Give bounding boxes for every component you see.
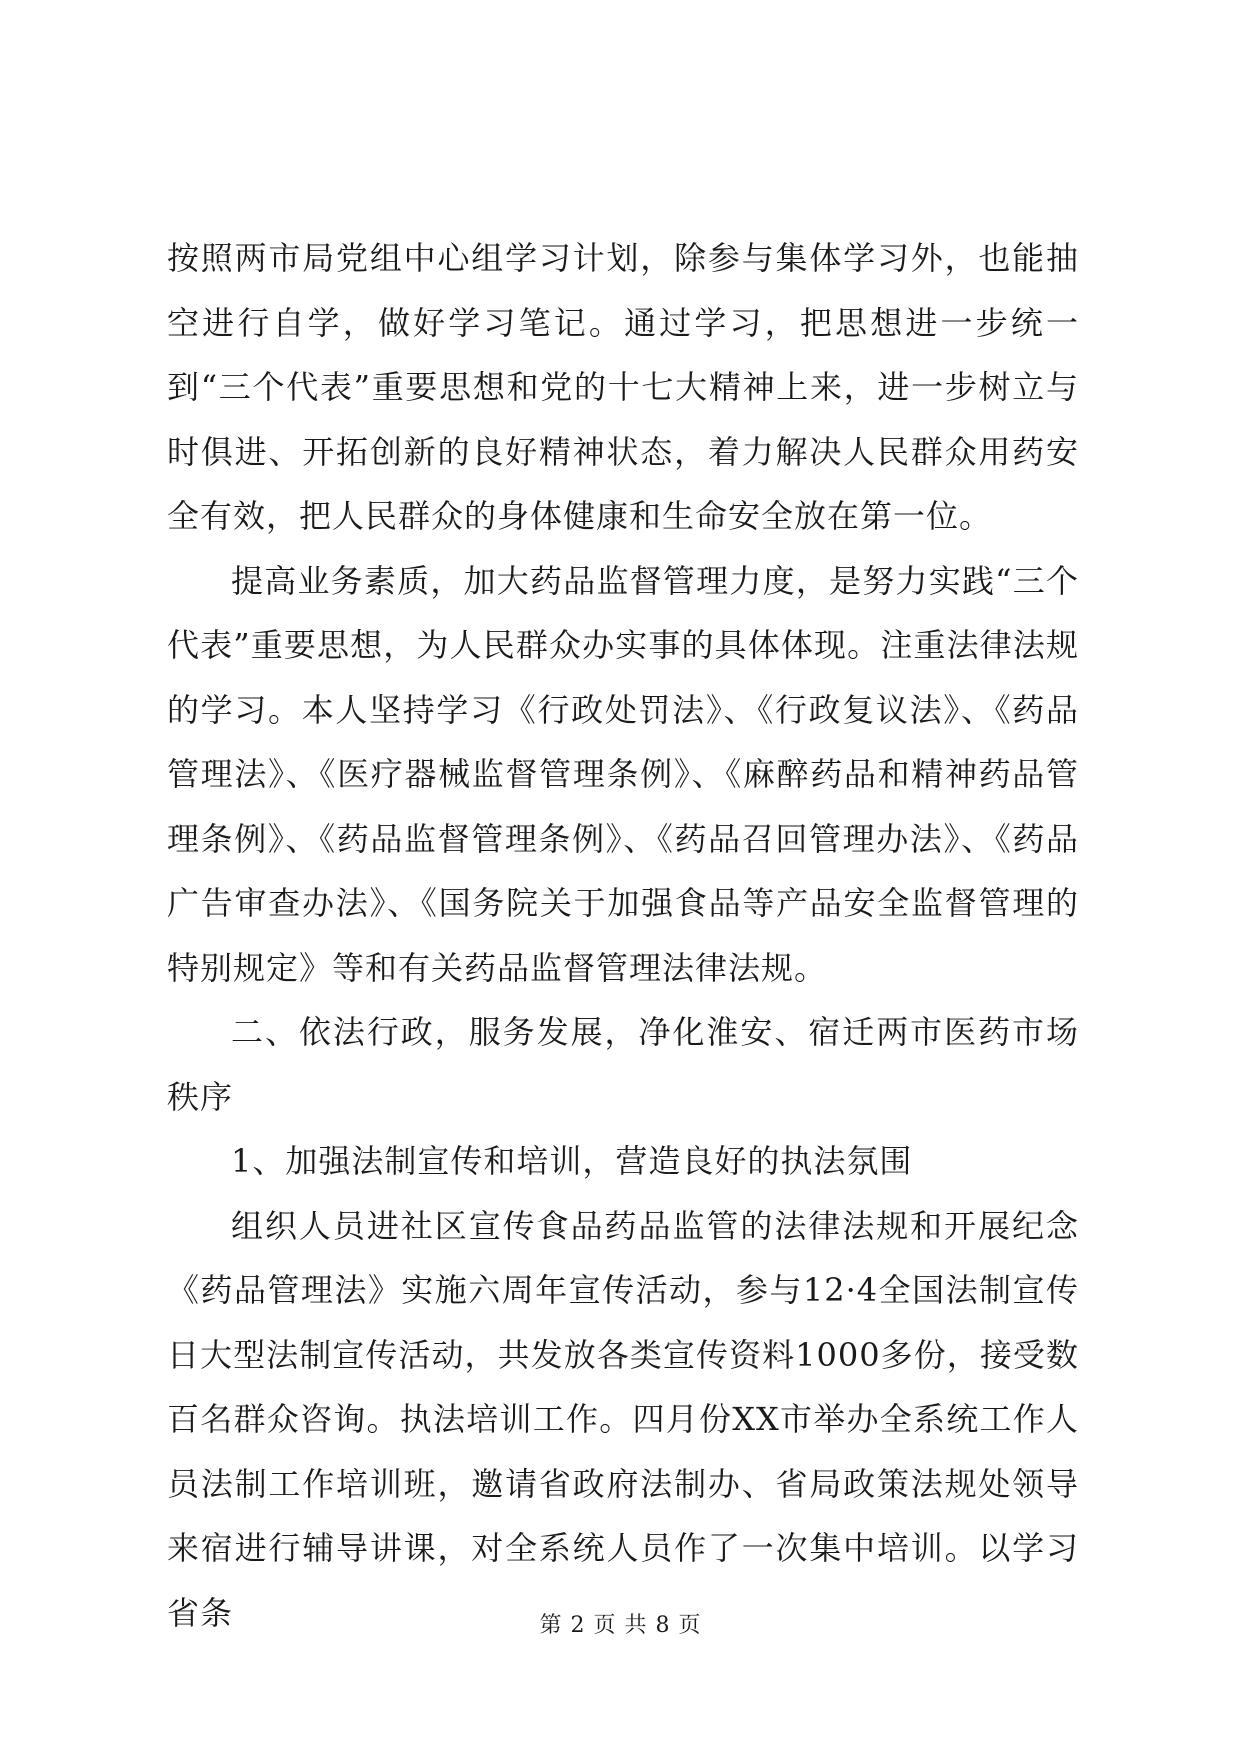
subsection-heading-1: 1、加强法制宣传和培训，营造良好的执法氛围 [231,1142,913,1180]
page-number-footer: 第 2 页 共 8 页 [539,1613,702,1638]
paragraph-business-quality: 提高业务素质，加大药品监督管理力度，是努力实践“三个代表”重要思想，为人民群众办实事的具体体现。注重法律法规的学习。本人坚持学习《行政处罚法》、《行政复议法》、《药品管理法》、《医疗器械监督管理条例》、《麻醉药品和精神药品管理条例》、《药品监督管理条例》、《药品召回管理办法》、《药品广告审查办法》、《国务院关于加强食品等产品安全监督管理的特别规定》等和有关药品监督管理法律法规。 [167,561,1079,987]
paragraph-continuation: 按照两市局党组中心组学习计划，除参与集体学习外，也能抽空进行自学，做好学习笔记。通过学习，把思想进一步统一到“三个代表”重要思想和党的十七大精神上来，进一步树立与时俱进、开拓创新的良好精神状态，着力解决人民群众用药安全有效，把人民群众的身体健康和生命安全放在第一位。 [167,239,1079,535]
document-body [167,226,1079,1645]
section-heading-2: 二、依法行政，服务发展，净化淮安、宿迁两市医药市场秩序 [167,1013,1079,1116]
paragraph-legal-publicity: 组织人员进社区宣传食品药品监管的法律法规和开展纪念《药品管理法》实施六周年宣传活动，参与12·4全国法制宣传日大型法制宣传活动，共发放各类宣传资料1000多份，接受数百名群众咨询。执法培训工作。四月份XX市举办全系统工作人员法制工作培训班，邀请省政府法制办、省局政策法规处领导来宿进行辅导讲课，对全系统人员作了一次集中培训。以学习省条 [167,1206,1079,1632]
